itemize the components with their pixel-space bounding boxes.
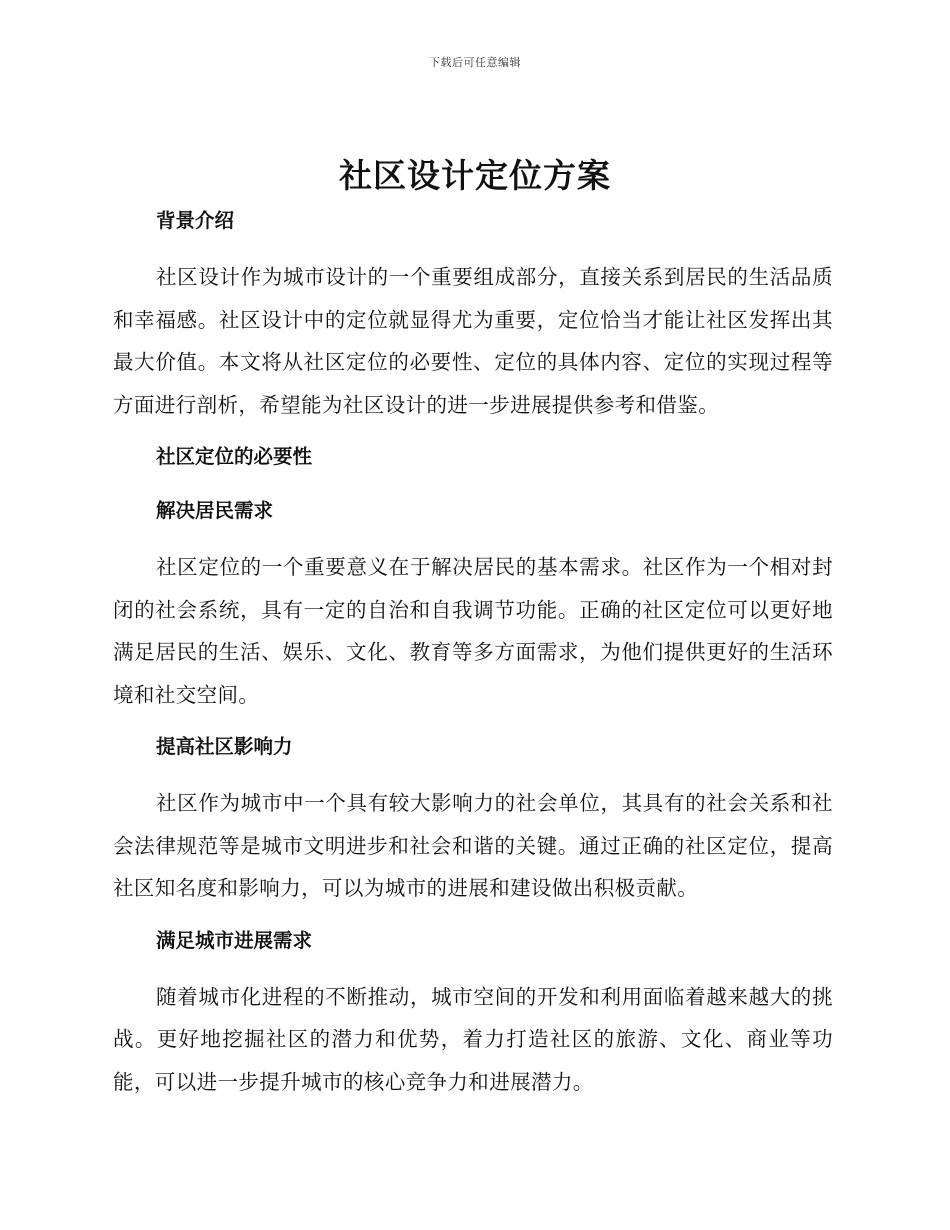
section-paragraph-influence: 社区作为城市中一个具有较大影响力的社会单位，其具有的社会关系和社会法律规范等是城市文明进步和社会和谐的关键。通过正确的社区定位，提高社区知名度和影响力，可以为城市的进展和建设做出积极贡献。	[113, 791, 833, 900]
section-heading-resident-needs: 解决居民需求	[156, 499, 274, 522]
section-heading-influence: 提高社区影响力	[156, 735, 293, 758]
section-heading-background: 背景介绍	[156, 209, 235, 232]
document-title: 社区设计定位方案	[339, 156, 611, 195]
section-paragraph-background: 社区设计作为城市设计的一个重要组成部分，直接关系到居民的生活品质和幸福感。社区设计中的定位就显得尤为重要，定位恰当才能让社区发挥出其最大价值。本文将从社区定位的必要性、定位的具体内容、定位的实现过程等方面进行剖析，希望能为社区设计的进一步进展提供参考和借鉴。	[113, 265, 833, 417]
section-heading-necessity: 社区定位的必要性	[156, 445, 313, 468]
page-header-note: 下载后可任意编辑	[429, 56, 521, 69]
section-paragraph-resident-needs: 社区定位的一个重要意义在于解决居民的基本需求。社区作为一个相对封闭的社会系统，具有一定的自治和自我调节功能。正确的社区定位可以更好地满足居民的生活、娱乐、文化、教育等多方面需求，为他们提供更好的生活环境和社交空间。	[113, 555, 833, 707]
section-paragraph-city-development: 随着城市化进程的不断推动，城市空间的开发和利用面临着越来越大的挑战。更好地挖掘社区的潜力和优势，着力打造社区的旅游、文化、商业等功能，可以进一步提升城市的核心竞争力和进展潜力。	[113, 984, 833, 1094]
document-body	[113, 202, 833, 1115]
section-heading-city-development: 满足城市进展需求	[156, 928, 313, 952]
